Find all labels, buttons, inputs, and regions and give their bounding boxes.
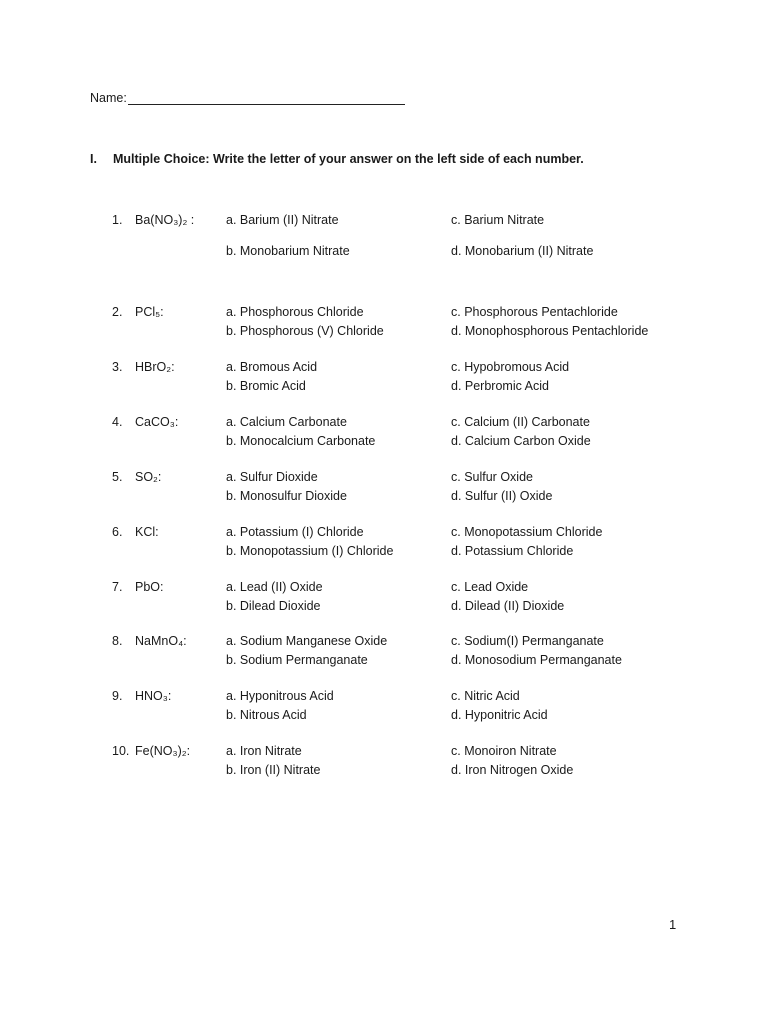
option-d: d. Iron Nitrogen Oxide [451,763,574,777]
option-c: c. Monoiron Nitrate [451,744,557,758]
option-d: d. Monosodium Permanganate [451,653,622,667]
option-a: a. Potassium (I) Chloride [226,525,364,539]
option-d: d. Hyponitric Acid [451,708,548,722]
name-label: Name: [90,91,127,105]
question-formula: KCl: [135,525,159,539]
question-formula: Ba(NO₃)₂ : [135,213,195,227]
option-a: a. Bromous Acid [226,360,318,374]
option-d: d. Monobarium (II) Nitrate [451,244,594,258]
name-field [90,90,405,105]
option-b: b. Monopotassium (I) Chloride [226,544,394,558]
option-b: b. Monobarium Nitrate [226,244,350,258]
option-c: c. Sulfur Oxide [451,470,533,484]
question-formula: PCl₅: [135,305,164,319]
question-formula: PbO: [135,580,164,594]
question-number: 6. [112,525,123,539]
option-d: d. Sulfur (II) Oxide [451,489,553,503]
option-b: b. Iron (II) Nitrate [226,763,321,777]
option-a: a. Sulfur Dioxide [226,470,318,484]
option-c: c. Hypobromous Acid [451,360,570,374]
option-d: d. Calcium Carbon Oxide [451,434,591,448]
section-instructions: Multiple Choice: Write the letter of your answer on the left side of each number. [113,152,584,166]
option-a: a. Sodium Manganese Oxide [226,634,388,648]
name-blank-line [128,90,405,105]
option-b: b. Monosulfur Dioxide [226,489,347,503]
section-number: I. [90,152,97,166]
question-formula: HNO₃: [135,689,172,703]
option-d: d. Monophosphorous Pentachloride [451,324,649,338]
question-number: 3. [112,360,123,374]
option-b: b. Bromic Acid [226,379,306,393]
option-a: a. Calcium Carbonate [226,415,347,429]
question-number: 2. [112,305,123,319]
question-number: 5. [112,470,123,484]
option-b: b. Dilead Dioxide [226,599,321,613]
option-a: a. Phosphorous Chloride [226,305,364,319]
question-number: 4. [112,415,123,429]
option-c: c. Lead Oxide [451,580,529,594]
option-b: b. Sodium Permanganate [226,653,368,667]
option-c: c. Barium Nitrate [451,213,545,227]
option-b: b. Monocalcium Carbonate [226,434,376,448]
question-number: 8. [112,634,123,648]
option-c: c. Monopotassium Chloride [451,525,603,539]
option-b: b. Phosphorous (V) Chloride [226,324,384,338]
option-c: c. Phosphorous Pentachloride [451,305,618,319]
question-number: 7. [112,580,123,594]
section-heading [90,152,584,166]
option-d: d. Perbromic Acid [451,379,549,393]
question-formula: NaMnO₄: [135,634,187,648]
option-d: d. Potassium Chloride [451,544,574,558]
option-c: c. Calcium (II) Carbonate [451,415,590,429]
question-formula: Fe(NO₃)₂: [135,744,191,758]
question-formula: CaCO₃: [135,415,179,429]
option-a: a. Lead (II) Oxide [226,580,323,594]
question-formula: HBrO₂: [135,360,175,374]
option-c: c. Sodium(I) Permanganate [451,634,604,648]
option-d: d. Dilead (II) Dioxide [451,599,565,613]
page-number: 1 [669,917,677,932]
question-number: 9. [112,689,123,703]
option-c: c. Nitric Acid [451,689,520,703]
option-b: b. Nitrous Acid [226,708,307,722]
question-number: 10. [112,744,130,758]
question-number: 1. [112,213,123,227]
option-a: a. Barium (II) Nitrate [226,213,339,227]
option-a: a. Hyponitrous Acid [226,689,334,703]
question-formula: SO₂: [135,470,162,484]
option-a: a. Iron Nitrate [226,744,302,758]
